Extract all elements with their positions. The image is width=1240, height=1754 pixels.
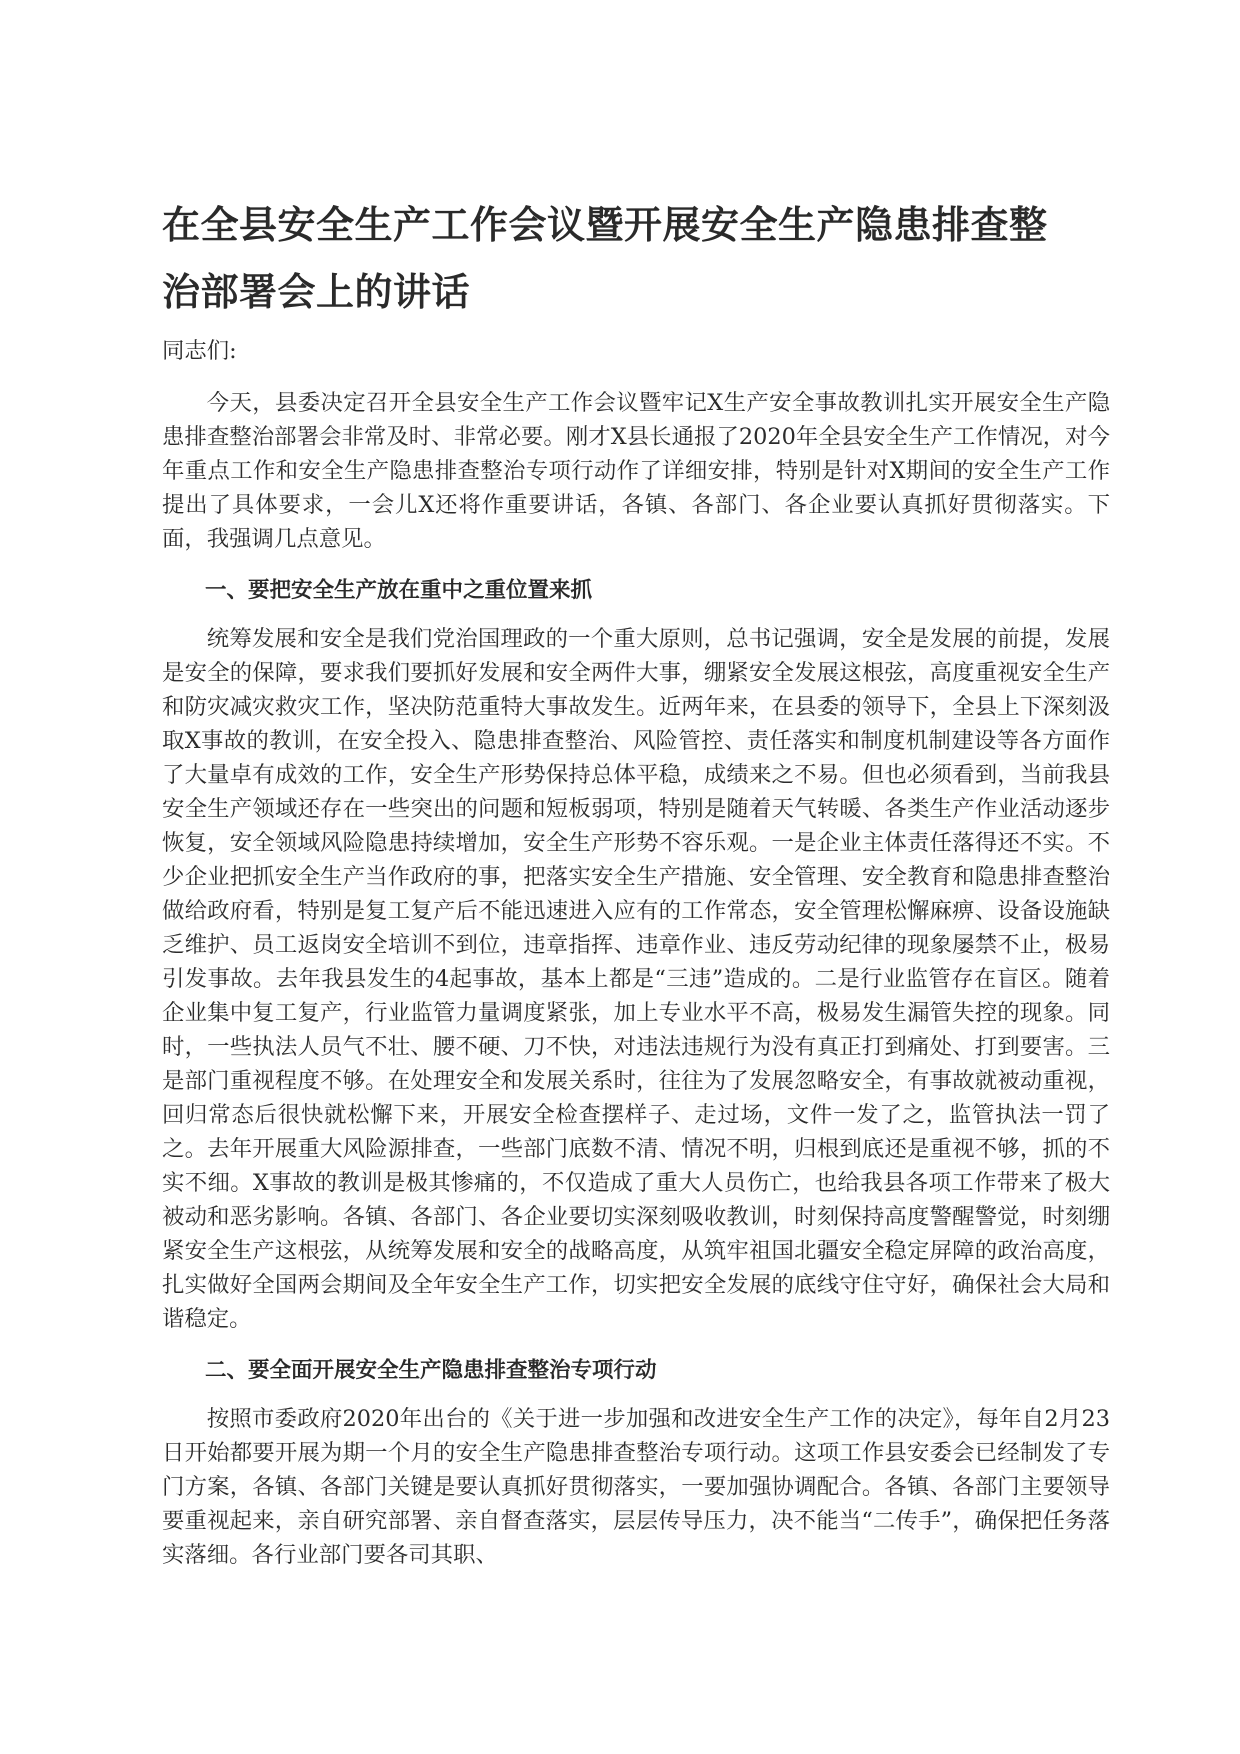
section-1-paragraph: 统筹发展和安全是我们党治国理政的一个重大原则，总书记强调，安全是发展的前提，发展是安全的保障，要求我们要抓好发展和安全两件大事，绷紧安全发展这根弦，高度重视安全生产和防灾减灾救灾工作，坚决防范重特大事故发生。近两年来，在县委的领导下，全县上下深刻汲取X事故的教训，在安全投入、隐患排查整治、风险管控、责任落实和制度机制建设等各方面作了大量卓有成效的工作，安全生产形势保持总体平稳，成绩来之不易。但也必须看到，当前我县安全生产领域还存在一些突出的问题和短板弱项，特别是随着天气转暖、各类生产作业活动逐步恢复，安全领域风险隐患持续增加，安全生产形势不容乐观。一是企业主体责任落得还不实。不少企业把抓安全生产当作政府的事，把落实安全生产措施、安全管理、安全教育和隐患排查整治做给政府看，特别是复工复产后不能迅速进入应有的工作常态，安全管理松懈麻痹、设备设施缺乏维护、员工返岗安全培训不到位，违章指挥、违章作业、违反劳动纪律的现象屡禁不止，极易引发事故。去年我县发生的4起事故，基本上都是“三违”造成的。二是行业监管存在盲区。随着企业集中复工复产，行业监管力量调度紧张，加上专业水平不高，极易发生漏管失控的现象。同时，一些执法人员气不壮、腰不硬、刀不快，对违法违规行为没有真正打到痛处、打到要害。三是部门重视程度不够。在处理安全和发展关系时，往往为了发展忽略安全，有事故就被动重视，回归常态后很快就松懈下来，开展安全检查摆样子、走过场，文件一发了之，监管执法一罚了之。去年开展重大风险源排查，一些部门底数不清、情况不明，归根到底还是重视不够，抓的不实不细。X事故的教训是极其惨痛的，不仅造成了重大人员伤亡，也给我县各项工作带来了极大被动和恶劣影响。各镇、各部门、各企业要切实深刻吸收教训，时刻保持高度警醒警觉，时刻绷紧安全生产这根弦，从统筹发展和安全的战略高度，从筑牢祖国北疆安全稳定屏障的政治高度，扎实做好全国两会期间及全年安全生产工作，切实把安全发展的底线守住守好，确保社会大局和谐稳定。 [162,626,1110,1332]
document-body [162,334,1110,1572]
intro-paragraph: 今天，县委决定召开全县安全生产工作会议暨牢记X生产安全事故教训扎实开展安全生产隐患排查整治部署会非常及时、非常必要。刚才X县长通报了2020年全县安全生产工作情况，对今年重点工作和安全生产隐患排查整治专项行动作了详细安排，特别是针对X期间的安全生产工作提出了具体要求，一会儿X还将作重要讲话，各镇、各部门、各企业要认真抓好贯彻落实。下面，我强调几点意见。 [162,390,1110,552]
section-2-heading: 二、要全面开展安全生产隐患排查整治专项行动 [205,1358,657,1383]
document-title: 在全县安全生产工作会议暨开展安全生产隐患排查整治部署会上的讲话 [162,203,1048,314]
section-2-paragraph: 按照市委政府2020年出台的《关于进一步加强和改进安全生产工作的决定》，每年自2月23日开始都要开展为期一个月的安全生产隐患排查整治专项行动。这项工作县安委会已经制发了专门方案，各镇、各部门关键是要认真抓好贯彻落实，一要加强协调配合。各镇、各部门主要领导要重视起来，亲自研究部署、亲自督查落实，层层传导压力，决不能当“二传手”，确保把任务落实落细。各行业部门要各司其职、 [162,1406,1110,1568]
salutation: 同志们: [162,338,237,364]
section-1-heading: 一、要把安全生产放在重中之重位置来抓 [205,578,593,603]
